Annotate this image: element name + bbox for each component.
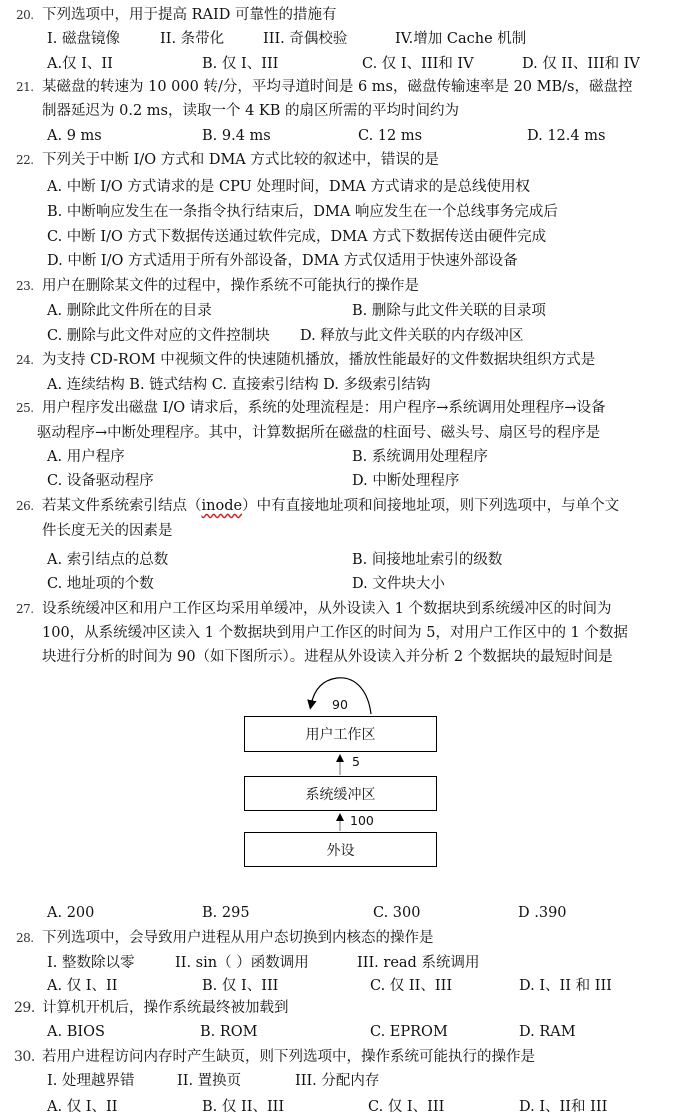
question-number: 24. — [16, 353, 34, 367]
analysis-time-label: 90 — [332, 697, 348, 712]
answer-option: A. 9 ms — [47, 128, 102, 144]
answer-option: A. 200 — [47, 905, 95, 921]
answer-option: C. 仅 I、III和 IV — [362, 56, 474, 72]
answer-option: A. 用户程序 — [47, 449, 125, 465]
statement-item: I. 磁盘镜像 — [47, 31, 120, 47]
question-number: 28. — [16, 931, 34, 945]
question-stem: 用户程序发出磁盘 I/O 请求后，系统的处理流程是：用户程序→系统调用处理程序→设备 — [42, 400, 606, 416]
answer-option: C. 地址项的个数 — [47, 576, 154, 592]
question-stem: 驱动程序→中断处理程序。其中，计算数据所在磁盘的柱面号、磁头号、扇区号的程序是 — [37, 425, 601, 441]
answer-option: D. 仅 II、III和 IV — [522, 56, 640, 72]
answer-option: A. 连续结构 B. 链式结构 C. 直接索引结构 D. 多级索引结钩 — [47, 377, 431, 393]
input-time-label: 100 — [350, 813, 374, 828]
question-stem: 下列选项中，用于提高 RAID 可靠性的措施有 — [42, 7, 337, 23]
statement-item: III. 奇偶校验 — [263, 31, 348, 47]
question-stem: 为支持 CD-ROM 中视频文件的快速随机播放，播放性能最好的文件数据块组织方式是 — [42, 352, 596, 368]
question-stem: 制器延迟为 0.2 ms，读取一个 4 KB 的扇区所需的平均时间约为 — [42, 103, 460, 119]
answer-option: D. 中断 I/O 方式适用于所有外部设备，DMA 方式仅适用于快速外部设备 — [47, 253, 518, 269]
stem-text: ）中有直接地址项和间接地址项，则下列选项中，与单个文 — [242, 498, 620, 514]
question-stem: 下列关于中断 I/O 方式和 DMA 方式比较的叙述中，错误的是 — [42, 152, 439, 168]
external-device-box: 外设 — [244, 832, 437, 867]
question-stem: 件长度无关的因素是 — [42, 523, 173, 539]
answer-option: B. 仅 II、III — [202, 1099, 285, 1115]
question-number: 22. — [16, 153, 34, 167]
question-stem: 下列选项中，会导致用户进程从用户态切换到内核态的操作是 — [42, 930, 434, 946]
answer-option: A.仅 I、II — [47, 56, 113, 72]
question-number: 26. — [16, 499, 34, 513]
statement-item: III. read 系统调用 — [357, 955, 480, 971]
answer-option: C. 仅 II、III — [370, 978, 453, 994]
answer-option: D. I、II和 III — [519, 1099, 608, 1115]
answer-option: C. 仅 I、III — [368, 1099, 445, 1115]
answer-option: C. 300 — [373, 905, 421, 921]
answer-option: C. 12 ms — [358, 128, 423, 144]
question-number: 25. — [16, 401, 34, 415]
answer-option: A. 删除此文件所在的目录 — [47, 303, 212, 319]
answer-option: D. I、II 和 III — [519, 978, 612, 994]
answer-option: C. 设备驱动程序 — [47, 473, 154, 489]
answer-option: D .390 — [518, 905, 567, 921]
question-number: 21. — [16, 80, 34, 94]
statement-item: II. sin（ ）函数调用 — [175, 955, 309, 971]
question-stem: 某磁盘的转速为 10 000 转/分，平均寻道时间是 6 ms，磁盘传输速率是 20 MB/s，磁盘控 — [42, 79, 633, 95]
answer-option: B. 间接地址索引的级数 — [352, 552, 503, 568]
answer-option: D. 中断处理程序 — [352, 473, 460, 489]
question-number: 20. — [16, 8, 34, 22]
system-buffer-box: 系统缓冲区 — [244, 776, 437, 811]
answer-option: A. 索引结点的总数 — [47, 552, 169, 568]
answer-option: B. ROM — [200, 1024, 258, 1040]
answer-option: A. BIOS — [47, 1024, 105, 1040]
answer-option: C. 删除与此文件对应的文件控制块 — [47, 328, 270, 344]
question-number: 23. — [16, 279, 34, 293]
question-stem: 100，从系统缓冲区读入 1 个数据块到用户工作区的时间为 5，对用户工作区中的 1 个数据 — [42, 625, 628, 641]
answer-option: B. 仅 I、III — [202, 56, 279, 72]
question-stem: 计算机开机后，操作系统最终被加载到 — [42, 1000, 289, 1016]
question-stem — [42, 496, 619, 518]
question-stem: 用户在删除某文件的过程中，操作系统不可能执行的操作是 — [42, 278, 419, 294]
answer-option: D. 文件块大小 — [352, 576, 445, 592]
question-number: 30. — [14, 1049, 35, 1065]
question-stem: 块进行分析的时间为 90（如下图所示）。进程从外设读入并分析 2 个数据块的最短时间是 — [42, 649, 613, 665]
statement-item: I. 整数除以零 — [47, 955, 135, 971]
statement-item: I. 处理越界错 — [47, 1073, 135, 1089]
spellcheck-word: inode — [201, 498, 243, 514]
question-stem: 设系统缓冲区和用户工作区均采用单缓冲，从外设读入 1 个数据块到系统缓冲区的时间为 — [42, 601, 612, 617]
answer-option: B. 中断响应发生在一条指令执行结束后，DMA 响应发生在一个总线事务完成后 — [47, 204, 558, 220]
answer-option: D. RAM — [519, 1024, 576, 1040]
question-number: 29. — [14, 1000, 35, 1016]
answer-option: B. 295 — [202, 905, 250, 921]
answer-option: B. 9.4 ms — [202, 128, 271, 144]
question-stem: 若用户进程访问内存时产生缺页，则下列选项中，操作系统可能执行的操作是 — [42, 1049, 535, 1065]
answer-option: B. 删除与此文件关联的目录项 — [352, 303, 546, 319]
statement-item: III. 分配内存 — [295, 1073, 380, 1089]
answer-option: A. 仅 I、II — [47, 978, 118, 994]
user-work-area-box: 用户工作区 — [244, 716, 437, 752]
statement-item: IV.增加 Cache 机制 — [395, 31, 527, 47]
answer-option: C. 中断 I/O 方式下数据传送通过软件完成，DMA 方式下数据传送由硬件完成 — [47, 229, 547, 245]
statement-item: II. 条带化 — [160, 31, 225, 47]
answer-option: A. 仅 I、II — [47, 1099, 118, 1115]
answer-option: B. 系统调用处理程序 — [352, 449, 488, 465]
answer-option: A. 中断 I/O 方式请求的是 CPU 处理时间，DMA 方式请求的是总线使用权 — [47, 179, 530, 195]
answer-option: B. 仅 I、III — [202, 978, 279, 994]
answer-option: C. EPROM — [370, 1024, 448, 1040]
answer-option: D. 释放与此文件关联的内存级冲区 — [300, 328, 524, 344]
question-number: 27. — [16, 602, 34, 616]
stem-text: 若某文件系统索引结点（ — [42, 498, 202, 514]
transfer-time-label: 5 — [352, 754, 360, 769]
answer-option: D. 12.4 ms — [527, 128, 606, 144]
statement-item: II. 置换页 — [177, 1073, 242, 1089]
